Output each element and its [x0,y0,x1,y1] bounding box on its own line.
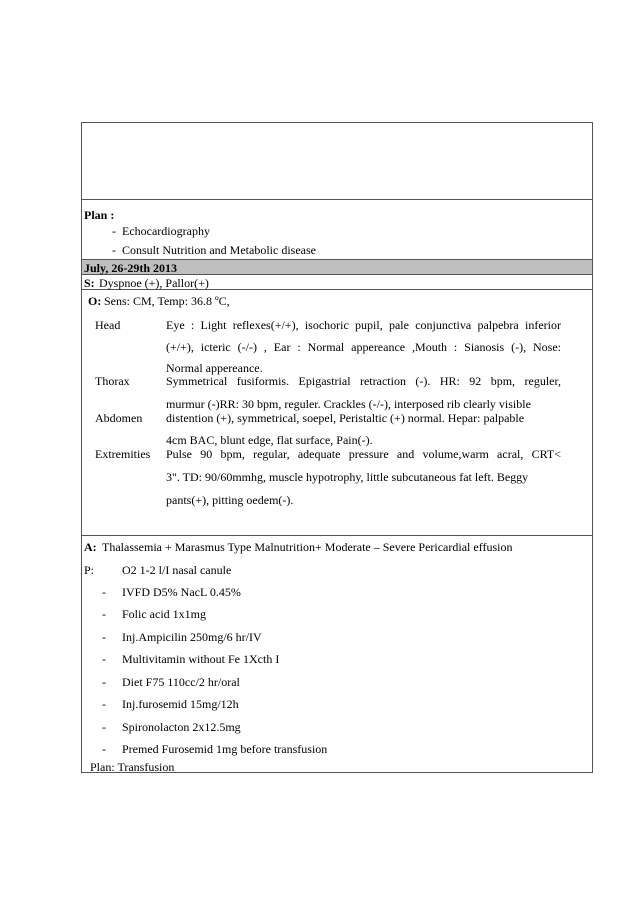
subjective-label: S: [84,276,95,290]
exam-line: 4cm BAC, blunt edge, flat surface, Pain(-). [166,433,373,447]
divider-objective-bottom [81,535,593,536]
exam-row-label-abdomen: Abdomen [95,411,143,425]
exam-row-label-extremities: Extremities [95,447,151,461]
therapy-bullet: - [102,697,106,711]
plan-label: Plan : [84,208,115,222]
exam-line: (+/+), icteric (-/-) , Ear : Normal appereance ,Mouth : Sianosis (-), Nose: [166,340,561,354]
exam-line: Normal appereance. [166,361,263,375]
assessment-text: Thalassemia + Marasmus Type Malnutrition+ Moderate – Severe Pericardial effusion [102,540,513,554]
therapy-item: Diet F75 110cc/2 hr/oral [122,675,240,689]
plan-bullet: - [112,243,116,257]
therapy-bullet: - [102,652,106,666]
therapy-bullet: - [102,720,106,734]
exam-line: murmur (-)RR: 30 bpm, reguler. Crackles (-/-), interposed rib clearly visible [166,397,531,411]
therapy-item: Premed Furosemid 1mg before transfusion [122,742,328,756]
therapy-item: Folic acid 1x1mg [122,607,206,621]
table-border-top [81,122,593,123]
therapy-item: Multivitamin without Fe 1Xcth I [122,652,280,666]
exam-line: distention (+), symmetrical, soepel, Peristaltic (+) normal. Hepar: palpable [166,411,525,425]
exam-line: pants(+), pitting oedem(-). [166,493,294,507]
therapy-item: Inj.Ampicilin 250mg/6 hr/IV [122,630,262,644]
assessment-label: A: [84,540,97,554]
plan-therapy-label: P: [84,563,95,577]
therapy-bullet: - [102,585,106,599]
plan-therapy-first: O2 1-2 l/I nasal canule [122,563,232,577]
subjective-text: Dyspnoe (+), Pallor(+) [99,276,209,290]
exam-line: Pulse 90 bpm, regular, adequate pressure and volume,warm acral, CRT< [166,447,561,461]
divider-plan-top [81,199,593,200]
table-border-right [592,122,593,772]
table-border-left [81,122,82,772]
therapy-bullet: - [102,607,106,621]
exam-line: 3". TD: 90/60mmhg, muscle hypotrophy, little subcutaneous fat left. Beggy [166,470,529,484]
exam-row-label-thorax: Thorax [95,374,130,388]
therapy-item: IVFD D5% NacL 0.45% [122,585,241,599]
objective-text: Sens: CM, Temp: 36.8 ºC, [104,294,230,308]
therapy-bullet: - [102,630,106,644]
plan-item: Echocardiography [122,224,210,238]
therapy-item: Spironolacton 2x12.5mg [122,720,241,734]
exam-line: Symmetrical fusiformis. Epigastrial retraction (-). HR: 92 bpm, reguler, [166,374,561,388]
therapy-item: Inj.furosemid 15mg/12h [122,697,239,711]
plan-item: Consult Nutrition and Metabolic disease [122,243,316,257]
therapy-bullet: - [102,742,106,756]
date-header: July, 26-29th 2013 [84,261,178,275]
exam-row-label-head: Head [95,318,121,332]
exam-line: Eye : Light reflexes(+/+), isochoric pupil, pale conjunctiva palpebra inferior [166,318,561,332]
plan-bullet: - [112,224,116,238]
therapy-bullet: - [102,675,106,689]
objective-label: O: [88,294,102,308]
plan-footer: Plan: Transfusion [90,760,175,774]
